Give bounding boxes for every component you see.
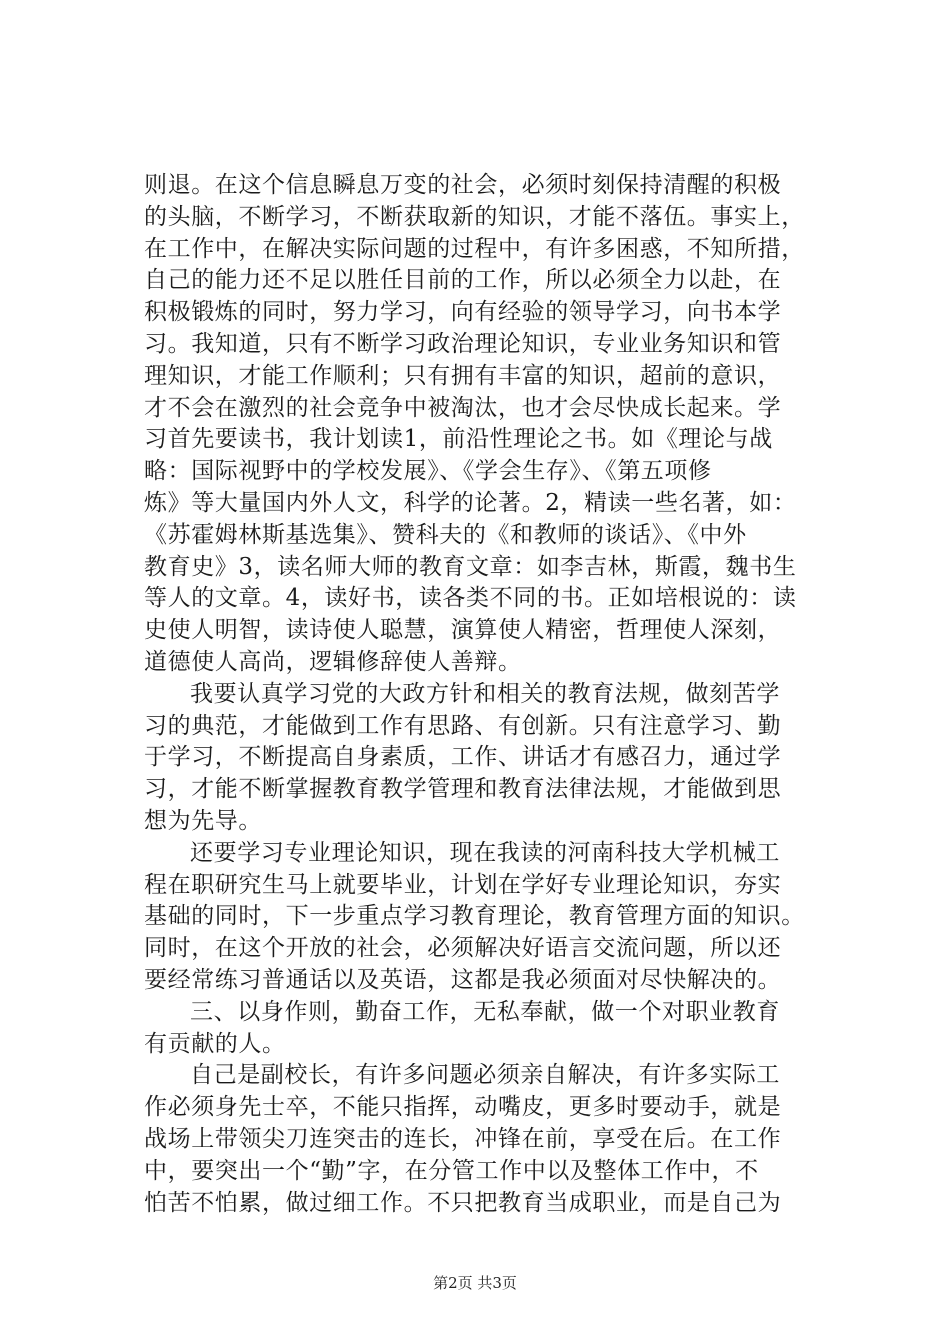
text-line: 怕苦不怕累，做过细工作。不只把教育当成职业，而是自己为 bbox=[144, 1189, 782, 1216]
text-line: 想为先导。 bbox=[144, 807, 262, 834]
section-heading-paragraph bbox=[144, 997, 830, 1061]
text-line: 要经常练习普通话以及英语，这都是我必须面对尽快解决的。 bbox=[144, 966, 782, 993]
text-line: 中，要突出一个“勤”字，在分管工作中以及整体工作中，不 bbox=[144, 1157, 759, 1184]
text-line: 理知识，才能工作顺利；只有拥有丰富的知识，超前的意识， bbox=[144, 362, 782, 389]
document-body bbox=[144, 170, 830, 1219]
text-line: 道德使人高尚，逻辑修辞使人善辩。 bbox=[144, 648, 522, 675]
text-line: 还要学习专业理论知识，现在我读的河南科技大学机械工 bbox=[190, 839, 780, 866]
text-line: 三、以身作则，勤奋工作，无私奉献，做一个对职业教育 bbox=[190, 998, 780, 1025]
text-line: 程在职研究生马上就要毕业，计划在学好专业理论知识，夯实 bbox=[144, 871, 782, 898]
text-line: 积极锻炼的同时，努力学习，向有经验的领导学习，向书本学 bbox=[144, 299, 782, 326]
text-line: 在工作中，在解决实际问题的过程中，有许多困惑，不知所措， bbox=[144, 235, 805, 262]
text-line: 作必须身先士卒，不能只指挥，动嘴皮，更多时要动手，就是 bbox=[144, 1094, 782, 1121]
text-line: 等人的文章。4，读好书，读各类不同的书。正如培根说的：读 bbox=[144, 585, 797, 612]
text-line: 自己的能力还不足以胜任目前的工作，所以必须全力以赴，在 bbox=[144, 267, 782, 294]
paragraph bbox=[144, 838, 830, 997]
text-line: 习的典范，才能做到工作有思路、有创新。只有注意学习、勤 bbox=[144, 712, 782, 739]
text-line: 于学习，不断提高自身素质，工作、讲话才有感召力，通过学 bbox=[144, 744, 782, 771]
text-line: 有贡献的人。 bbox=[144, 1030, 286, 1057]
text-line: 我要认真学习党的大政方针和相关的教育法规，做刻苦学 bbox=[190, 680, 780, 707]
text-line: 基础的同时，下一步重点学习教育理论，教育管理方面的知识。 bbox=[144, 903, 805, 930]
text-line: 习，才能不断掌握教育教学管理和教育法律法规，才能做到思 bbox=[144, 776, 782, 803]
text-line: 习首先要读书，我计划读1，前沿性理论之书。如《理论与战 bbox=[144, 426, 773, 453]
text-line: 炼》等大量国内外人文，科学的论著。2，精读一些名著，如： bbox=[144, 489, 797, 516]
page-number-footer: 第2页 共3页 bbox=[433, 1274, 517, 1292]
text-line: 习。我知道，只有不断学习政治理论知识，专业业务知识和管 bbox=[144, 330, 782, 357]
text-line: 略：国际视野中的学校发展》、《学会生存》、《第五项修 bbox=[144, 458, 712, 485]
text-line: 《苏霍姆林斯基选集》、赞科夫的《和教师的谈话》、《中外 bbox=[144, 521, 747, 548]
text-line: 则退。在这个信息瞬息万变的社会，必须时刻保持清醒的积极 bbox=[144, 172, 782, 198]
paragraph bbox=[144, 1060, 830, 1219]
text-line: 的头脑，不断学习，不断获取新的知识，才能不落伍。事实上， bbox=[144, 203, 805, 230]
text-line: 战场上带领尖刀连突击的连长，冲锋在前，享受在后。在工作 bbox=[144, 1125, 782, 1152]
text-line: 史使人明智，读诗使人聪慧，演算使人精密，哲理使人深刻， bbox=[144, 617, 782, 644]
text-line: 自己是副校长，有许多问题必须亲自解决，有许多实际工 bbox=[190, 1062, 780, 1089]
text-line: 教育史》3，读名师大师的教育文章：如李吉林，斯霞，魏书生 bbox=[144, 553, 797, 580]
paragraph bbox=[144, 679, 830, 838]
text-line: 同时，在这个开放的社会，必须解决好语言交流问题，所以还 bbox=[144, 935, 782, 962]
paragraph bbox=[144, 170, 830, 679]
text-line: 才不会在激烈的社会竞争中被淘汰，也才会尽快成长起来。学 bbox=[144, 394, 782, 421]
